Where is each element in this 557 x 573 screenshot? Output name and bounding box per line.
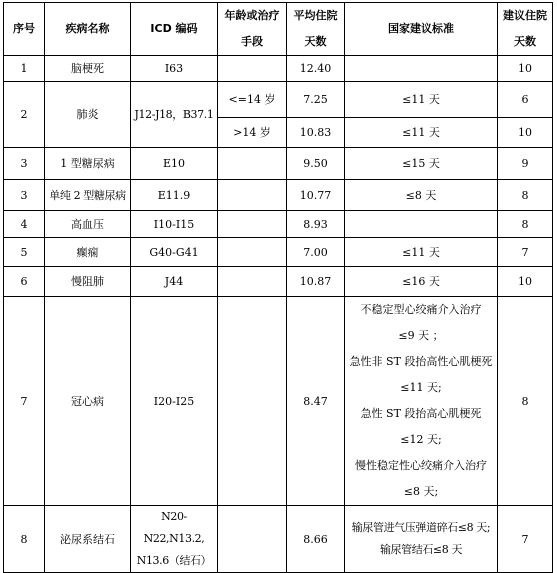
cell-standard (345, 211, 498, 238)
header-age-line2: 手段 (241, 35, 263, 48)
standard-line: ≤8 天; (403, 485, 439, 498)
header-avg-line2: 天数 (304, 35, 327, 48)
cell-recommended-days: 10 (498, 56, 553, 82)
cell-age (218, 180, 287, 211)
cell-seq: 8 (4, 506, 45, 573)
cell-avg-days: 12.40 (287, 56, 345, 82)
standard-line: 输尿管结石≤8 天 (379, 543, 463, 556)
cell-disease: 脑梗死 (45, 56, 131, 82)
cell-age (218, 267, 287, 297)
table-row (4, 180, 553, 211)
cell-icd: I10-I15 (131, 211, 218, 238)
cell-disease: 冠心病 (45, 297, 131, 506)
header-avg-line1: 平均住院 (293, 9, 338, 22)
table-row (4, 238, 553, 267)
cell-seq: 3 (4, 148, 45, 180)
cell-seq: 3 (4, 180, 45, 211)
cell-disease: 泌尿系结石 (45, 506, 131, 573)
cell-avg-days: 10.83 (287, 118, 345, 148)
cell-standard: ≤11 天 (345, 238, 498, 267)
cell-age (218, 56, 287, 82)
cell-recommended-days: 10 (498, 118, 553, 148)
cell-recommended-days: 8 (498, 211, 553, 238)
cell-standard: ≤16 天 (345, 267, 498, 297)
cell-icd (131, 506, 218, 573)
header-age-line1: 年龄或治疗 (224, 9, 280, 22)
cell-seq: 6 (4, 267, 45, 297)
cell-age: <=14 岁 (218, 82, 287, 118)
header-standard: 国家建议标准 (345, 3, 498, 56)
standard-line: ≤9 天 ； (398, 329, 444, 342)
standard-line: 不稳定型心绞痛介入治疗 (360, 303, 482, 316)
cell-age (218, 211, 287, 238)
cell-age: >14 岁 (218, 118, 287, 148)
standard-line: 急性非 ST 段抬高性心肌梗死 (349, 355, 493, 368)
cell-standard: ≤8 天 (345, 180, 498, 211)
cell-standard (345, 297, 498, 506)
header-rec-line1: 建议住院 (503, 9, 547, 22)
cell-icd: J12-J18，B37.1 (131, 82, 218, 148)
cell-avg-days: 7.25 (287, 82, 345, 118)
cell-icd: E10 (131, 148, 218, 180)
cell-avg-days: 10.77 (287, 180, 345, 211)
cell-disease: 肺炎 (45, 82, 131, 148)
cell-age (218, 148, 287, 180)
header-seq: 序号 (4, 3, 45, 56)
cell-seq: 7 (4, 297, 45, 506)
table-row (4, 267, 553, 297)
cell-avg-days: 8.93 (287, 211, 345, 238)
cell-age (218, 297, 287, 506)
header-row (4, 3, 553, 56)
cell-disease: 1 型糖尿病 (45, 148, 131, 180)
cell-seq: 4 (4, 211, 45, 238)
cell-standard: ≤11 天 (345, 118, 498, 148)
cell-standard: ≤15 天 (345, 148, 498, 180)
table-row (4, 82, 553, 118)
cell-disease: 慢阻肺 (45, 267, 131, 297)
cell-icd: G40-G41 (131, 238, 218, 267)
header-recommended-days (498, 3, 553, 56)
cell-recommended-days: 8 (498, 180, 553, 211)
cell-recommended-days: 7 (498, 238, 553, 267)
length-of-stay-table-container (3, 2, 553, 573)
icd-line: N20-N22,N13.2, (143, 510, 205, 545)
table-row (4, 506, 553, 573)
cell-disease: 癫痫 (45, 238, 131, 267)
header-rec-line2: 天数 (514, 35, 536, 48)
table-row (4, 211, 553, 238)
cell-seq: 1 (4, 56, 45, 82)
cell-seq: 5 (4, 238, 45, 267)
cell-recommended-days: 9 (498, 148, 553, 180)
cell-icd: I63 (131, 56, 218, 82)
cell-standard (345, 56, 498, 82)
cell-standard (345, 506, 498, 573)
length-of-stay-table (3, 2, 553, 573)
table-row (4, 297, 553, 506)
cell-icd: J44 (131, 267, 218, 297)
cell-avg-days: 7.00 (287, 238, 345, 267)
standard-line: ≤12 天; (400, 433, 442, 446)
table-row (4, 148, 553, 180)
header-age (218, 3, 287, 56)
table-row (4, 56, 553, 82)
cell-avg-days: 10.87 (287, 267, 345, 297)
standard-line: 输尿管进气压弹道碎石≤8 天; (351, 521, 491, 534)
cell-age (218, 506, 287, 573)
cell-standard: ≤11 天 (345, 82, 498, 118)
cell-avg-days: 8.66 (287, 506, 345, 573)
cell-recommended-days: 10 (498, 267, 553, 297)
cell-age (218, 238, 287, 267)
cell-disease: 高血压 (45, 211, 131, 238)
cell-recommended-days: 8 (498, 297, 553, 506)
cell-avg-days: 9.50 (287, 148, 345, 180)
header-disease: 疾病名称 (45, 3, 131, 56)
icd-line: N13.6（结石） (136, 554, 212, 567)
standard-line: 慢性稳定性心绞痛介入治疗 (355, 459, 487, 472)
cell-icd: E11.9 (131, 180, 218, 211)
standard-line: ≤11 天; (400, 381, 442, 394)
cell-seq: 2 (4, 82, 45, 148)
standard-line: 急性 ST 段抬高心肌梗死 (360, 407, 482, 420)
cell-disease: 单纯 2 型糖尿病 (45, 180, 131, 211)
header-avg-days (287, 3, 345, 56)
cell-recommended-days: 7 (498, 506, 553, 573)
cell-icd: I20-I25 (131, 297, 218, 506)
header-icd: ICD 编码 (131, 3, 218, 56)
cell-recommended-days: 6 (498, 82, 553, 118)
cell-avg-days: 8.47 (287, 297, 345, 506)
